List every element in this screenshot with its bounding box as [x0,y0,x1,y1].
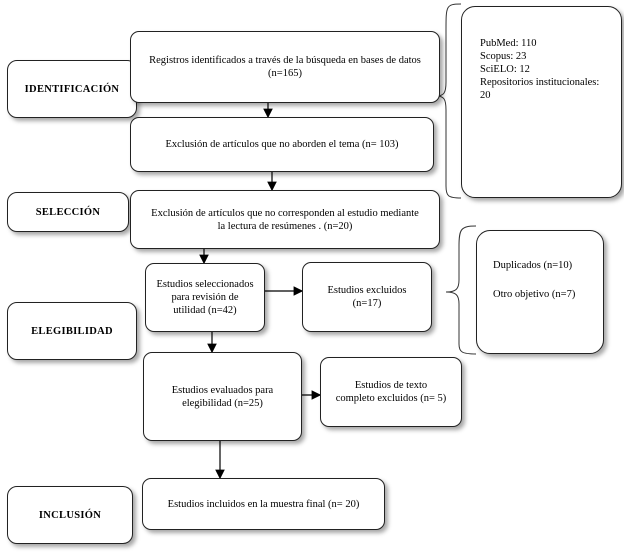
stage-seleccion [7,192,129,232]
exclusion-resumenes-line-1: Exclusión de artículos que no corresponden al estudio mediante [151,207,419,219]
excluidos-line-2: (n=17) [352,298,382,309]
box-excluidos [302,262,432,332]
box-exclusion-resumenes [130,190,440,249]
box-seleccionados [145,263,265,332]
stage-seleccion-label: SELECCIÓN [35,206,101,218]
box-registros [130,31,440,103]
box-evaluados [143,352,302,441]
texto-completo-line-2: completo excluidos (n= 5) [335,393,447,404]
texto-completo-line-1: Estudios de texto [354,380,428,391]
brace-reasons [446,226,476,354]
stage-elegibilidad-label: ELEGIBILIDAD [31,325,113,337]
box-incluidos [142,478,385,530]
stage-identificacion [7,60,137,118]
evaluados-line-2: elegibilidad (n=25) [182,397,263,409]
source-repositorios-count: 20 [480,90,491,101]
stage-inclusion [7,486,133,544]
brace-sources [436,4,461,198]
source-scopus: Scopus: 23 [480,51,527,62]
registros-line-1: Registros identificados a través de la búsqueda en bases de datos [149,55,421,66]
excluidos-line-1: Estudios excluidos [327,285,407,296]
reason-duplicados: Duplicados (n=10) [493,260,573,271]
registros-line-2: (n=165) [268,68,302,79]
exclusion-resumenes-line-2: la lectura de resúmenes . (n=20) [217,220,353,232]
source-repositorios: Repositorios institucionales: [480,77,600,88]
stage-inclusion-label: INCLUSIÓN [38,509,102,521]
incluidos-text: Estudios incluidos en la muestra final (n= 20) [167,498,360,510]
seleccionados-line-3: utilidad (n=42) [173,305,237,316]
source-scielo: SciELO: 12 [480,64,530,75]
box-exclusion-tema [130,117,434,172]
source-pubmed: PubMed: 110 [480,38,537,49]
exclusion-tema-text: Exclusión de artículos que no aborden el tema (n= 103) [165,139,399,150]
stage-identificacion-label: IDENTIFICACIÓN [24,83,120,95]
reason-otro-objetivo: Otro objetivo (n=7) [493,289,576,300]
box-sources [461,6,622,198]
seleccionados-line-1: Estudios seleccionados [156,279,254,290]
stage-elegibilidad [7,302,137,360]
seleccionados-line-2: para revisión de [171,292,239,303]
box-texto-completo [320,357,462,427]
evaluados-line-1: Estudios evaluados para [171,384,274,396]
box-reasons [476,230,604,354]
